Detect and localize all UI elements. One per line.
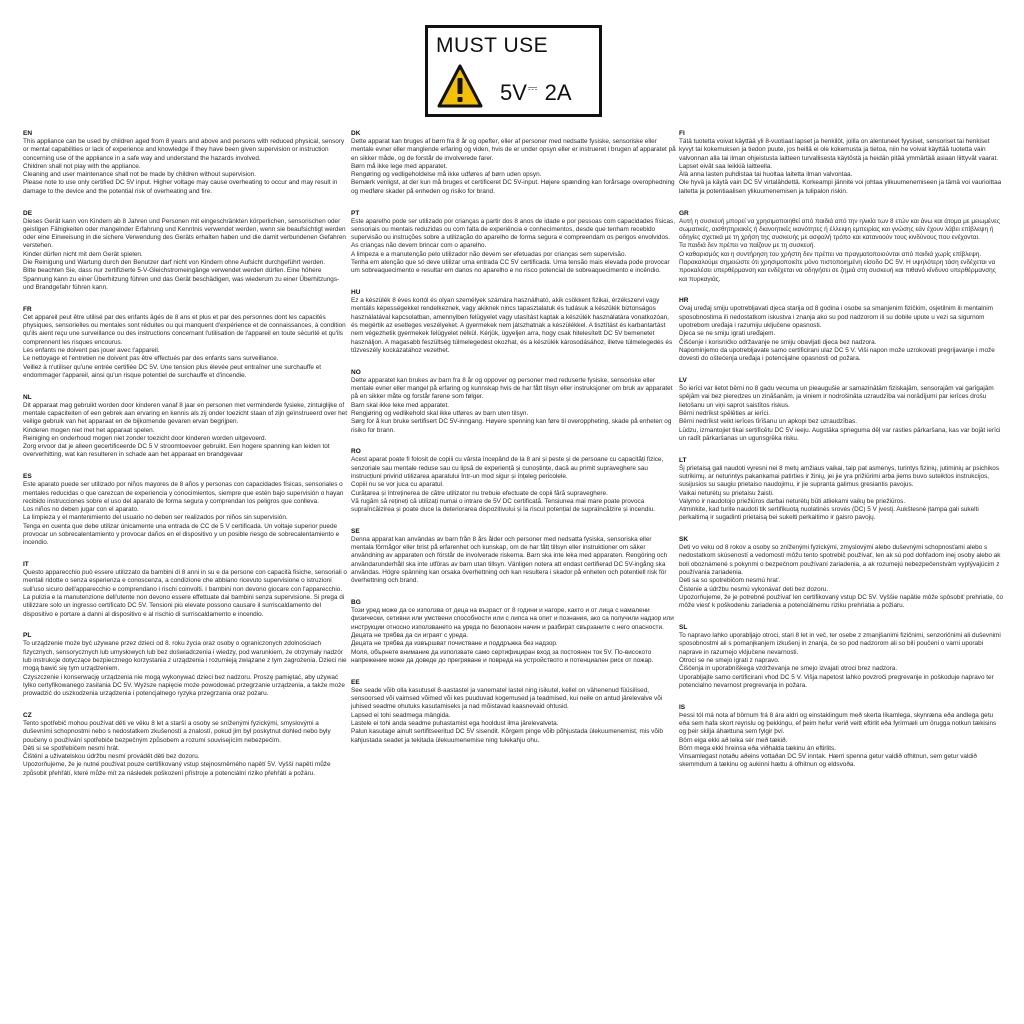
warning-paragraph: Atminkite, kad turite naudoti tik sertifikuotą nuolatinės srovės (DC) 5 V įvestį. Aukštesnė įtampa gali sukelti perkaitimą ir sugadinti prietaisą bei sukelti perkaitimo ir gaisro pavojų.: [679, 506, 979, 522]
language-code: BG: [351, 599, 361, 607]
language-section-lv: [679, 376, 1004, 443]
warning-paragraph: Този уред може да се използва от деца на възраст от 8 години и нагоре, както и от лица с намалени физически, сетивни или умствени способности или с липса на опит и познания, ако са получили надзор или инструкции относно използването на уреда по безопасен начин и разбират свързаните с него опасности.: [351, 607, 674, 631]
language-code: EE: [351, 678, 360, 686]
warning-paragraph: Þessi tól má nota af börnum frá 8 ára aldri og einstaklingum með skerta líkamlega, skynræna eða andlega getu eða sem hafa skort reynslu og þekkingu, ef þeim hefur verið veitt eftirlit eða fyrirmæli um örugga notkun tækisins og þeir skilja áhættuna sem fylgir því.: [679, 711, 997, 736]
warning-paragraph: Reiniging en onderhoud mogen niet zonder toezicht door kinderen worden uitgevoerd.: [23, 434, 267, 442]
language-code: SK: [679, 536, 689, 544]
warning-paragraph: Palun kasutage ainult sertifitseeritud DC 5V sisendit. Kõrgem pinge võib põhjustada ülekuumenemist, mis võib kahjustada seadet ja tekitada ülekuumenemise ning tulekahju ohu.: [351, 728, 663, 744]
language-code: NL: [23, 393, 32, 401]
warning-paragraph: Copiii nu se vor juca cu aparatul.: [351, 481, 444, 489]
language-section-bg: [351, 598, 676, 665]
language-section-pl: [23, 631, 348, 698]
warning-paragraph: Tätä tuotetta voivat käyttää yli 8-vuotiaat lapset ja henkilöt, joilla on alentuneet fyysiset, sensoriset tai henkiset kyvyt tai kokemuksen ja tiedon puute, jos heillä ei ole kokemusta ja tietoa, niin he voivat käyttää tuotetta vain valvonnan alla tai ilman ohjeistusta laitteen turvallisesta käytöstä ja heidän pitää ymmärtää asiaan liittyvät vaarat.: [679, 138, 998, 162]
warning-paragraph: Ole hyvä ja käytä vain DC 5V virtalähdettä. Korkeampi jännite voi johtaa ylikuumenemiseen ja tämä voi vaurioittaa laitetta ja potentiaalisen ylikuumenemisen ja tulipalon riskin.: [679, 179, 1002, 195]
warning-paragraph: Децата не трябва да си играят с уреда.: [351, 632, 469, 640]
warning-paragraph: Lapsed ei tohi seadmega mängida.: [351, 711, 451, 719]
language-section-lt: [679, 456, 1004, 523]
column-right: [679, 129, 1004, 782]
language-code: LV: [679, 377, 687, 385]
warning-paragraph: Dette apparatet kan brukes av barn fra 8 år og oppover og personer med reduserte fysiske, sensoriske eller mentale evner eller mangel på erfaring og kunnskap hvis de har fått tilsyn eller instruksjoner om bruk av apparatet på en sikker måte og forstår farene som følger.: [351, 376, 673, 401]
warning-paragraph: This appliance can be used by children aged from 8 years and above and persons with reduced physical, sensory or mental capabilities or lack of experience and knowledge if they have been given supervision or instruction concerning use of the appliance in a safe way and understand the hazards involved.: [23, 138, 345, 162]
warning-paragraph: Este aparato puede ser utilizado por niños mayores de 8 años y personas con capacidades físicas, sensoriales o mentales reducidas o que carezcan de experiencia y conocimientos, siempre que estén bajo supervisión o hayan recibido instrucciones sobre el uso del aparato de forma segura y comprendan los peligros que conlleva.: [23, 481, 344, 505]
language-section-dk: [351, 129, 676, 196]
language-code: FI: [679, 130, 685, 137]
warning-paragraph: Tenga en cuenta que debe utilizar únicamente una entrada de CC de 5 V certificada. Un voltaje superior puede provocar un sobrecalentamiento y provocar daños en el dispositivo y un posible riesgo de sobrecalentamiento e incendio.: [23, 522, 340, 547]
warning-paragraph: Le nettoyage et l'entretien ne doivent pas être effectués par des enfants sans surveillance.: [23, 355, 279, 363]
warning-paragraph: As crianças não devem brincar com o aparelho.: [351, 242, 487, 250]
warning-paragraph: Vaikai neturėtų su prietaisu žaisti.: [679, 489, 774, 497]
language-code: DK: [351, 130, 361, 137]
column-middle: [351, 129, 676, 757]
warning-paragraph: Cleaning and user maintenance shall not be made by children without supervision.: [23, 171, 257, 179]
warning-paragraph: Lūdzu, izmantojiet tikai sertificētu DC 5V ieeju. Augstāka sprieguma dēļ var rasties pārkaršana, kas var bojāt ierīci un radīt pārkaršanas un ugunsgrēka risku.: [679, 426, 1001, 442]
warning-paragraph: Čišćenje i korisničko održavanje ne smiju obavljati djeca bez nadzora.: [679, 338, 877, 346]
must-use-label: [425, 25, 602, 117]
language-code: ES: [23, 473, 32, 481]
column-left: [23, 129, 348, 791]
warning-paragraph: Децата не трябва да извършват почистване и поддръжка без надзор.: [351, 640, 558, 648]
warning-paragraph: Upozorňujeme, že je nutné používat pouze certifikovaný vstup stejnosměrného napětí 5V. Vyšší napětí může způsobit přehřátí, které může mít za následek poškození přístroje a potenciální riziko přehřátí a požáru.: [23, 761, 331, 777]
warning-paragraph: Djeca se ne smiju igrati uređajem.: [679, 330, 776, 338]
language-code: RO: [351, 448, 361, 456]
language-section-gr: [679, 209, 1004, 284]
warning-paragraph: Valymo ir naudotojo priežiūros darbai neturėtų būti atliekami vaikų be priežiūros.: [679, 497, 906, 505]
language-section-en: [23, 129, 348, 196]
warning-paragraph: Tenha em atenção que só deve utilizar uma entrada CC 5V certificada. Uma tensão mais elevada pode provocar um sobreaquecimento e resultar em danos no aparelho e no risco potencial de sobreaquecimento e incêndio.: [351, 259, 670, 275]
warning-paragraph: Lastele ei tohi anda seadme puhastamist ega hooldust ilma järelevalveta.: [351, 719, 559, 727]
warning-paragraph: Børn må ikke lege med apparatet.: [351, 162, 448, 170]
language-section-no: [351, 368, 676, 435]
warning-paragraph: Bemærk venligst, at der kun må bruges et certificeret DC 5V-input. Højere spænding kan forårsage overophedning og medføre skader på enheden og risiko for brand.: [351, 179, 675, 195]
warning-paragraph: Cet appareil peut être utilisé par des enfants âgés de 8 ans et plus et par des personnes dont les capacités physiques, sensorielles ou mentales sont réduites ou qui manquent d'expérience et de connaissances, à condition qu'ils aient reçu une surveillance ou des instructions concernant l'utilisation de l'appareil en toute sécurité et qu'ils comprennent les risques encourus.: [23, 313, 346, 346]
warning-paragraph: Napominjemo da upotrebljavate samo certificirani ulaz DC 5 V. Viši napon može uzrokovati pregrijavanje i može dovesti do oštećenja uređaja i potencijalne opasnosti od požara.: [679, 346, 995, 363]
language-section-sk: [679, 535, 1004, 610]
warning-paragraph: Vă rugăm să rețineți că utilizați numai o intrare de 5V DC certificată. Tensiunea mai mare poate provoca supraîncălzirea și poate duce la deteriorarea dispozitivului și la riscul potențial de supraîncălzire și incendiu.: [351, 497, 656, 514]
warning-paragraph: Börn mega ekki hreinsa eða viðhalda tækinu án eftirlits.: [679, 744, 837, 752]
language-section-is: [679, 703, 1004, 770]
language-code: PT: [351, 209, 360, 217]
warning-paragraph: Deti sa so spotrebičom nesmú hrať.: [679, 577, 781, 585]
language-section-sl: [679, 623, 1004, 690]
language-code: FR: [23, 305, 32, 313]
warning-paragraph: Vinsamlegast notaðu aðeins vottaðan DC 5V inntak. Hærri spenna getur valdið ofhitnun, sem getur valdið skemmdum á tækinu og aukinni hættu á ofhitnun og eldsvoða.: [679, 753, 977, 769]
warning-paragraph: See seade võib olla kasutusel 8-aastastel ja vanematel lastel ning isikutel, kellel on vähenenud füüsilised, sensoorsed või vaimsed võimed või kes puuduvad kogemused ja teadmised, kui neile on antud järelevalve või juhised seadme ohutuks kasutamiseks ja nad mõistavad kaasnevaid ohtusid.: [351, 686, 663, 711]
warning-paragraph: Šo ierīci var lietot bērni no 8 gadu vecuma un pieaugušie ar samazinātām fiziskajām, sensorajām vai garīgajām spējām vai bez pieredzes un zināšanām, ja viniem ir nodrošināta uzraudzība vai norādījumi par ierīces drošu lietošanu un viņi saprot saistītos riskus.: [679, 385, 994, 409]
language-section-ee: [351, 678, 676, 745]
warning-paragraph: Bitte beachten Sie, dass nur zertifizierte 5-V-Gleichstromeingänge verwendet werden dürfen. Eine höhere Spannung kann zu einer Überhitzung führen und das Gerät beschädigen, was wiederum zu einer Überhitzungs- und Brandgefahr führen kann.: [23, 267, 340, 291]
warning-paragraph: Börn eiga ekki að leika sér með tækið.: [679, 736, 788, 744]
language-code: SE: [351, 527, 360, 535]
warning-paragraph: Curățarea și întreținerea de către utilizator nu trebuie efectuate de copii fără supraveghere.: [351, 489, 608, 497]
language-code: HU: [351, 289, 361, 297]
warning-paragraph: Ο καθαρισμός και η συντήρηση του χρήστη δεν πρέπει να πραγματοποιούνται από παιδιά χωρίς επίβλεψη.: [679, 250, 982, 258]
language-section-cz: [23, 711, 348, 778]
warning-paragraph: Παρακαλούμε σημειώστε ότι χρησιμοποιείτε μόνο πιστοποιημένη είσοδο DC 5V. Η υψηλότερη τάση ενδέχεται να προκαλέσει υπερθέρμανση και ενδέχεται να οδηγήσει σε ζημιά στη συσκευή και πιθανό κίνδυνο υπερθέρμανσης και πυρκαγιάς.: [679, 259, 996, 283]
warning-paragraph: Kinder dürfen nicht mit dem Gerät spielen.: [23, 250, 143, 258]
warning-paragraph: Rengjøring og vedlikehold skal ikke utføres av barn uten tilsyn.: [351, 409, 529, 417]
language-code: LT: [679, 456, 687, 464]
warning-paragraph: To napravo lahko uporabljajo otroci, stari 8 let in več, ter osebe z zmanjšanimi fizičnimi, senzoričnimi ali duševnimi sposobnostmi ali s pomanjkanjem izkušenj in znanja, če so pod nadzorom ali so bili poučeni o varni uporabi naprave in razumejo vključene nevarnosti.: [679, 632, 1001, 656]
warning-paragraph: Uporabljajte samo certificirani vhod DC 5 V. Višja napetost lahko povzroči pregrevanje in poškoduje napravo ter potencialno nevarnost pregrevanja in požara.: [679, 673, 994, 689]
language-code: HR: [679, 297, 689, 305]
warning-paragraph: Čiščenja in uporabniškega vzdrževanja ne smejo izvajati otroci brez nadzora.: [679, 665, 898, 673]
warning-paragraph: Čistenie a údržbu nesmú vykonávať deti bez dozoru.: [679, 585, 829, 593]
warning-paragraph: Dette apparat kan bruges af børn fra 8 år og opefter, eller af personer med nedsatte fysiske, sensoriske eller mentale evner eller manglende erfaring og viden, hvis de er under opsyn eller er instrueret i brugen af apparatet på en sikker måde, og de forstår de involverede farer.: [351, 138, 676, 162]
language-code: EN: [23, 130, 33, 137]
voltage-rating: [500, 80, 572, 106]
language-section-de: [23, 209, 348, 293]
warning-paragraph: Czyszczenie i konserwację urządzenia nie mogą wykonywać dzieci bez nadzoru. Proszę pamiętać, aby używać tylko certyfikowanego zasilania DC 5V. Wyższe napięcie może powodować przegrzanie urządzenia, a także może prowadzić do uszkodzenia urządzenia i potencjalnego ryzyka przegrzania oraz pożaru.: [23, 673, 345, 698]
warning-paragraph: Denna apparat kan användas av barn från 8 års ålder och personer med nedsatta fysiska, sensoriska eller mentala förmågor eller brist på erfarenhet och kunskap, om de har fått tillsyn eller instruktioner om säker användning av apparaten och förstår de involverade riskerna. Barn ska inte leka med apparaten. Rengöring och användarunderhåll ska inte utföras av barn utan tillsyn. Vänligen notera att endast certifierad DC 5V-ingång ska användas. Högre spänning kan orsaka överhettning och kan resultera i skador på enheten och potentiell risk för överhettning och brand.: [351, 535, 668, 585]
voltage-value: 5V: [500, 80, 527, 105]
warning-paragraph: Děti si se spotřebičem nesmí hrát.: [23, 744, 120, 752]
warning-paragraph: Čištění a uživatelskou údržbu nesmí provádět děti bez dozoru.: [23, 753, 200, 761]
warning-triangle-icon: [437, 64, 483, 108]
language-code: CZ: [23, 711, 32, 719]
warning-paragraph: Dit apparaat mag gebruikt worden door kinderen vanaf 8 jaar en personen met verminderde fysieke, zintuiglijke of mentale capaciteiten of een gebrek aan ervaring en kennis als zij onder toezicht staan of zijn geïnstrueerd over het veilige gebruik van het apparaat en de bijkomende gevaren ervan begrijpen.: [23, 401, 347, 426]
warning-paragraph: Please note to use only certified DC 5V input. Higher voltage may cause overheating to occur and may result in damage to the device and the potential risk of overheating and fire.: [23, 179, 338, 195]
language-section-pt: [351, 209, 676, 276]
warning-paragraph: Dieses Gerät kann von Kindern ab 8 Jahren und Personen mit eingeschränkten körperlichen, sensorischen oder geistigen Fähigkeiten oder mangelnder Erfahrung und Kenntnis verwendet werden, wenn sie beaufsichtigt werden oder eine Einweisung in die sichere Verwendung des Geräts erhalten haben und die damit verbundenen Gefahren verstehen.: [23, 217, 346, 250]
warning-paragraph: Kinderen mogen niet met het apparaat spelen.: [23, 426, 155, 434]
warning-paragraph: Bērni nedrīkst spēlēties ar ierīci.: [679, 409, 770, 417]
warning-paragraph: Deti vo veku od 8 rokov a osoby so zníženými fyzickými, zmyslovými alebo duševnými schopnosťami alebo s nedostatkom skúseností a vedomostí môžu tento spotrebič používať, len ak sú pod dohľadom inej osoby alebo ak boli oboznámené s pokynmi o bezpečnom používaní zariadenia, a ak rozumejú nebezpečenstvám vyplývajúcim z používania zariadenia.: [679, 544, 1001, 577]
warning-paragraph: A limpeza e a manutenção pelo utilizador não devem ser efetuadas por crianças sem supervisão.: [351, 250, 627, 258]
language-code: IS: [679, 703, 686, 711]
language-section-fr: [23, 305, 348, 380]
language-section-it: [23, 560, 348, 619]
language-section-hu: [351, 288, 676, 355]
warning-paragraph: Die Reinigung und Wartung durch den Benutzer darf nicht von Kindern ohne Aufsicht durchgeführt werden.: [23, 259, 326, 267]
language-section-nl: [23, 393, 348, 460]
warning-paragraph: Τα παιδιά δεν πρέπει να παίζουν με τη συσκευή.: [679, 242, 816, 250]
dc-symbol: ⎓: [527, 81, 538, 95]
language-section-hr: [679, 296, 1004, 363]
language-code: SL: [679, 624, 688, 632]
warning-paragraph: Sørg for å kun bruke sertifisert DC 5V-inngang. Høyere spenning kan føre til overoppheting, skade på enheten og risiko for brann.: [351, 418, 672, 434]
warning-paragraph: Zorg ervoor dat je alleen gecertificeerde DC 5 V stroomtoevoer gebruikt. Een hogere spanning kan leiden tot oververhitting, wat kan resulteren in schade aan het apparaat en brandgevaar: [23, 443, 330, 459]
warning-paragraph: Ez a készülék 8 éves kortól és olyan személyek számára használható, akik csökkent fizikai, érzékszervi vagy mentális képességekkel rendelkeznek, vagy akiknek nincs tapasztalatuk és tudásuk a készülék biztonságos használatával kapcsolatban, amennyiben felügyelet vagy utasítást kaptak a készülék használatára vonatkozóan, és megértik az esetleges veszélyeket. A gyermekek nem játszhatnak a készülékkel. A tisztítást és karbantartást nem végezhetik gyermekek felügyelet nélkül. Kérjük, ügyeljen arra, hogy csak hitelesített DC 5V bemenetet használjon. A magasabb feszültség túlmelegedést okozhat, és a készülék károsodásához, illetve túlmelegedés és tűzveszély kockázatához vezethet.: [351, 297, 673, 354]
warning-paragraph: Barn skal ikke leke med apparatet.: [351, 401, 450, 409]
warning-paragraph: Rengøring og vedligeholdelse må ikke udføres af børn uden opsyn.: [351, 171, 542, 179]
warning-paragraph: Αυτή η συσκευή μπορεί να χρησιμοποιηθεί από παιδιά από την ηλικία των 8 ετών και άνω και άτομα με μειωμένες σωματικές, αισθητηριακές ή διανοητικές ικανότητες ή έλλειψη εμπειρίας και γνώσης εάν έχουν λάβει επίβλεψη ή οδηγίες σχετικά με τη χρήση της συσκευής με ασφαλή τρόπο και κατανοούν τους κινδύνους που ενέχονται.: [679, 217, 1001, 242]
warning-paragraph: Älä anna lasten puhdistaa tai huoltaa laitetta ilman valvontaa.: [679, 171, 853, 179]
language-code: IT: [23, 561, 29, 569]
warning-paragraph: Este aparelho pode ser utilizado por crianças a partir dos 8 anos de idade e por pessoas com capacidades físicas, sensoriais ou mentais reduzidas ou com falta de experiência e conhecimentos, desde que tenham recebido supervisão ou instruções sobre a utilização do aparelho de forma segura e compreendam os perigos envolvidos.: [351, 217, 675, 242]
warning-paragraph: To urządzenie może być używane przez dzieci od 8. roku życia oraz osoby o ograniczonych zdolnościach fizycznych, sensorycznych lub umysłowych lub bez doświadczenia i wiedzy, pod warunkiem, że otrzymały nadzór lub instrukcje dotyczące bezpiecznego korzystania z urządzenia i rozumieją związane z tym zagrożenia. Dzieci nie mogą bawić się tym urządzeniem.: [23, 640, 347, 673]
warning-paragraph: Veillez à n'utiliser qu'une entrée certifiée DC 5V. Une tension plus élevée peut entraîner une surchauffe et endommager l'appareil, ainsi qu'un risque potentiel de surchauffe et d'incendie.: [23, 363, 322, 379]
warning-paragraph: Los niños no deben jugar con el aparato.: [23, 506, 139, 514]
language-code: DE: [23, 209, 33, 217]
warning-paragraph: Les enfants ne doivent pas jouer avec l'appareil.: [23, 346, 160, 354]
warning-paragraph: La limpieza y el mantenimiento del usuario no deben ser realizados por niños sin supervisión.: [23, 514, 288, 522]
warning-paragraph: Bērni nedrīkst veikt ierīces tīrīšanu un apkopi bez uzraudzības.: [679, 418, 857, 426]
language-code: PL: [23, 632, 32, 640]
warning-paragraph: Children shall not play with the appliance.: [23, 162, 141, 170]
language-code: NO: [351, 368, 361, 376]
language-section-se: [351, 527, 676, 586]
language-section-fi: [679, 129, 1004, 196]
warning-paragraph: Šį prietaisą gali naudoti vyresni nei 8 metų amžiaus vaikai, taip pat asmenys, turintys fizinių, jutiminių ar psichikos sutrikimų, ar neturintys pakankamai patirties ir žinių, jei jie yra prižiūrimi arba jiems buvo suteiktos instrukcijos, susijusios su saugiu prietaiso naudojimu, ir jie supranta galimus gresiantis pavojus.: [679, 464, 1000, 489]
warning-paragraph: Otroci se ne smejo igrati z napravo.: [679, 656, 780, 664]
label-title: MUST USE: [436, 34, 549, 57]
current-value: 2A: [544, 80, 572, 105]
language-section-es: [23, 472, 348, 547]
language-code: GR: [679, 209, 689, 217]
language-section-ro: [351, 447, 676, 514]
warning-paragraph: Questo apparecchio può essere utilizzato da bambini di 8 anni in su e da persone con capacità fisiche, sensoriali o mentali ridotte o senza esperienza e conoscenza, a condizione che abbiano ricevuto supervisione o istruzioni sull'uso sicuro dell'apparecchio e comprendano i rischi coinvolti. I bambini non devono giocare con l'apparecchio. La pulizia e la manutenzione dell'utente non devono essere effettuate dai bambini senza supervisione. Si prega di utilizzare solo un ingresso certificato DC 5V. Tensioni più elevate possono causare il surriscaldamento del dispositivo e portare a danni al dispositivo e al rischio di surriscaldamento e incendio.: [23, 569, 347, 618]
warning-paragraph: Lapset eivät saa leikkiä laitteella.: [679, 162, 773, 170]
warning-paragraph: Tento spotřebič mohou používat děti ve věku 8 let a starší a osoby se sníženými fyzickými, smyslovými a duševními schopnostmi nebo s nedostatkem zkušeností a znalostí, pokud jim byl poskytnut dohled nebo byly poučeny o používání spotřebiče bezpečným způsobem a rozumí souvisejícím nebezpečím.: [23, 719, 331, 744]
warning-paragraph: Acest aparat poate fi folosit de copiii cu vârsta începând de la 8 ani și peste și de persoane cu capacități fizice, senzoriale sau mentale reduse sau cu lipsă de experiență și cunoștințe, dacă au primit supraveghere sau instrucțiuni privind utilizarea aparatului într-un mod sigur și înțeleg pericolele.: [351, 456, 664, 480]
warning-paragraph: Ovaj uređaj smiju upotrebljavati djeca starija od 8 godina i osobe sa smanjenim fizičkim, osjetilnim ili mentalnim sposobnostima ili nedostatkom iskustva i znanja ako su pod nadzorom ili su dobile upute u vezi sa sigurnom upotrebom uređaja i razumiju uključene opasnosti.: [679, 305, 993, 330]
warning-paragraph: Моля, обърнете внимание да използвате само сертифициран вход за постоянен ток 5V. По-високото напрежение може да доведе до прегряване и повреда на устройството и потенциален риск от пожар.: [351, 648, 654, 664]
warning-paragraph: Upozorňujeme, že je potrebné používať len certifikovaný vstup DC 5V. Vyššie napätie môže spôsobiť prehriatie, čo môže viesť k poškodeniu zariadenia a potenciálnemu riziku prehriatia a požiaru.: [679, 593, 1004, 610]
